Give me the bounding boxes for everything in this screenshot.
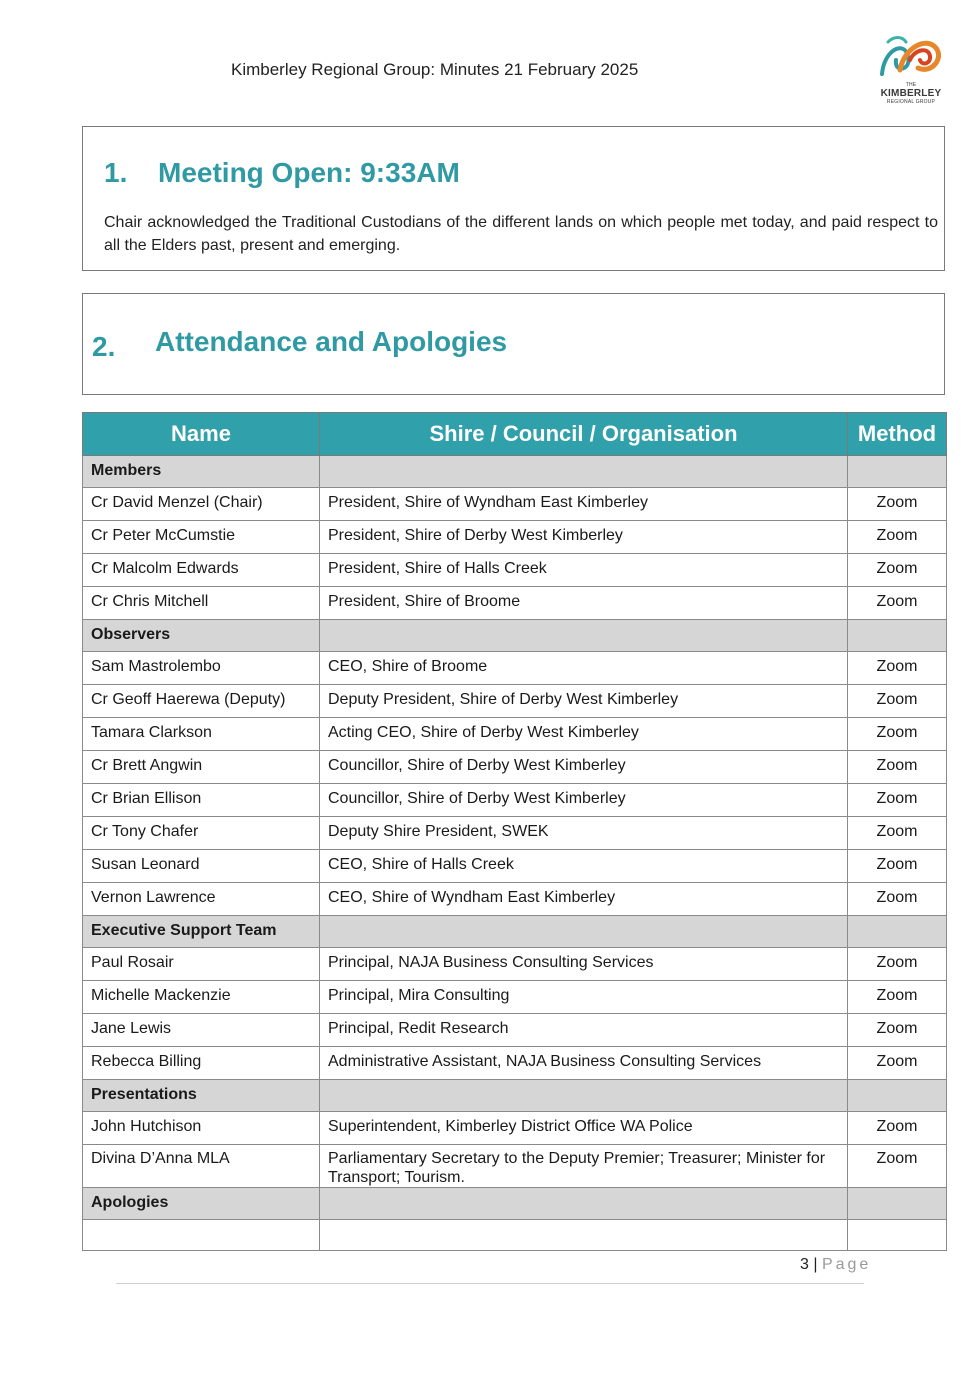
attendee-method: Zoom	[848, 751, 947, 784]
page-number-value: 3	[800, 1256, 809, 1273]
group-row-presentations	[83, 1080, 947, 1112]
section-attendance	[82, 293, 945, 395]
table-row	[83, 981, 947, 1014]
column-header-method: Method	[848, 413, 947, 456]
attendee-name: Divina D’Anna MLA	[83, 1145, 320, 1188]
attendee-name: Cr Chris Mitchell	[83, 587, 320, 620]
attendee-method: Zoom	[848, 587, 947, 620]
attendance-table	[82, 412, 947, 1251]
group-row-executive-support	[83, 916, 947, 948]
logo-subtitle-text: REGIONAL GROUP	[886, 99, 936, 105]
table-row	[83, 554, 947, 587]
column-header-organisation: Shire / Council / Organisation	[320, 413, 848, 456]
attendee-name: John Hutchison	[83, 1112, 320, 1145]
attendee-organisation: Principal, Mira Consulting	[320, 981, 848, 1014]
group-label: Members	[83, 456, 320, 488]
table-row	[83, 1047, 947, 1080]
document-header-title: Kimberley Regional Group: Minutes 21 February 2025	[231, 60, 639, 79]
attendee-method	[848, 1220, 947, 1251]
table-row	[83, 1014, 947, 1047]
page-label: Page	[821, 1256, 872, 1273]
attendee-name: Cr Malcolm Edwards	[83, 554, 320, 587]
table-row	[83, 850, 947, 883]
column-header-name: Name	[83, 413, 320, 456]
attendee-name	[83, 1220, 320, 1251]
page-number-separator: |	[808, 1256, 822, 1273]
attendee-organisation	[320, 1220, 848, 1251]
attendee-organisation: CEO, Shire of Wyndham East Kimberley	[320, 883, 848, 916]
attendee-organisation: President, Shire of Wyndham East Kimberley	[320, 488, 848, 521]
footer-divider	[116, 1283, 864, 1284]
attendee-name: Vernon Lawrence	[83, 883, 320, 916]
group-row-observers	[83, 620, 947, 652]
attendee-method: Zoom	[848, 948, 947, 981]
attendee-organisation: Deputy Shire President, SWEK	[320, 817, 848, 850]
attendee-name: Cr Brett Angwin	[83, 751, 320, 784]
logo-name-text: KIMBERLEY	[880, 88, 942, 99]
attendee-organisation: President, Shire of Derby West Kimberley	[320, 521, 848, 554]
attendee-organisation: CEO, Shire of Halls Creek	[320, 850, 848, 883]
attendee-method: Zoom	[848, 981, 947, 1014]
attendee-method: Zoom	[848, 850, 947, 883]
attendee-name: Cr Geoff Haerewa (Deputy)	[83, 685, 320, 718]
attendee-organisation: President, Shire of Halls Creek	[320, 554, 848, 587]
attendee-method: Zoom	[848, 652, 947, 685]
group-label: Presentations	[83, 1080, 320, 1112]
attendee-organisation: Principal, NAJA Business Consulting Services	[320, 948, 848, 981]
attendee-method: Zoom	[848, 784, 947, 817]
attendee-organisation: Deputy President, Shire of Derby West Kimberley	[320, 685, 848, 718]
attendee-organisation: Administrative Assistant, NAJA Business Consulting Services	[320, 1047, 848, 1080]
section2-title: Attendance and Apologies	[155, 326, 508, 357]
attendee-name: Michelle Mackenzie	[83, 981, 320, 1014]
attendee-organisation: Parliamentary Secretary to the Deputy Premier; Treasurer; Minister for Transport; Tourism.	[320, 1145, 848, 1188]
table-row	[83, 1112, 947, 1145]
group-label: Apologies	[83, 1188, 320, 1220]
attendee-organisation: Principal, Redit Research	[320, 1014, 848, 1047]
attendee-name: Cr Tony Chafer	[83, 817, 320, 850]
attendee-organisation: Councillor, Shire of Derby West Kimberley	[320, 784, 848, 817]
table-header-row	[83, 413, 947, 456]
table-row	[83, 488, 947, 521]
section2-number: 2.	[92, 331, 116, 362]
group-label: Observers	[83, 620, 320, 652]
section1-body: Chair acknowledged the Traditional Custodians of the different lands on which people met today, and paid respect to all the Elders past, present and emerging.	[104, 214, 938, 254]
table-row	[83, 751, 947, 784]
attendee-method: Zoom	[848, 1112, 947, 1145]
attendee-method: Zoom	[848, 685, 947, 718]
attendee-name: Cr Brian Ellison	[83, 784, 320, 817]
page-number	[800, 1256, 871, 1274]
attendee-method: Zoom	[848, 488, 947, 521]
table-row	[83, 1220, 947, 1251]
section-meeting-open	[82, 126, 945, 271]
attendee-name: Cr David Menzel (Chair)	[83, 488, 320, 521]
kimberley-regional-group-logo	[874, 30, 948, 110]
table-row	[83, 883, 947, 916]
attendee-name: Rebecca Billing	[83, 1047, 320, 1080]
attendee-name: Paul Rosair	[83, 948, 320, 981]
attendee-method: Zoom	[848, 1014, 947, 1047]
attendee-method: Zoom	[848, 718, 947, 751]
attendee-organisation: CEO, Shire of Broome	[320, 652, 848, 685]
table-row	[83, 685, 947, 718]
attendee-organisation: President, Shire of Broome	[320, 587, 848, 620]
table-row	[83, 948, 947, 981]
attendee-organisation: Acting CEO, Shire of Derby West Kimberley	[320, 718, 848, 751]
table-row	[83, 1145, 947, 1188]
attendee-method: Zoom	[848, 1047, 947, 1080]
attendee-method: Zoom	[848, 1145, 947, 1188]
group-label: Executive Support Team	[83, 916, 320, 948]
attendee-name: Susan Leonard	[83, 850, 320, 883]
attendee-method: Zoom	[848, 554, 947, 587]
table-row	[83, 718, 947, 751]
section1-title: Meeting Open: 9:33AM	[158, 157, 460, 188]
table-row	[83, 784, 947, 817]
table-row	[83, 521, 947, 554]
attendee-name: Tamara Clarkson	[83, 718, 320, 751]
attendee-method: Zoom	[848, 521, 947, 554]
attendee-method: Zoom	[848, 883, 947, 916]
attendee-method: Zoom	[848, 817, 947, 850]
logo-swirl-icon	[874, 30, 948, 82]
attendee-organisation: Superintendent, Kimberley District Office WA Police	[320, 1112, 848, 1145]
group-row-members	[83, 456, 947, 488]
table-row	[83, 817, 947, 850]
attendee-organisation: Councillor, Shire of Derby West Kimberley	[320, 751, 848, 784]
attendee-name: Cr Peter McCumstie	[83, 521, 320, 554]
section1-number: 1.	[104, 157, 128, 188]
attendee-name: Sam Mastrolembo	[83, 652, 320, 685]
table-row	[83, 652, 947, 685]
logo-the-text: THE	[905, 82, 917, 88]
attendee-name: Jane Lewis	[83, 1014, 320, 1047]
table-row	[83, 587, 947, 620]
group-row-apologies	[83, 1188, 947, 1220]
